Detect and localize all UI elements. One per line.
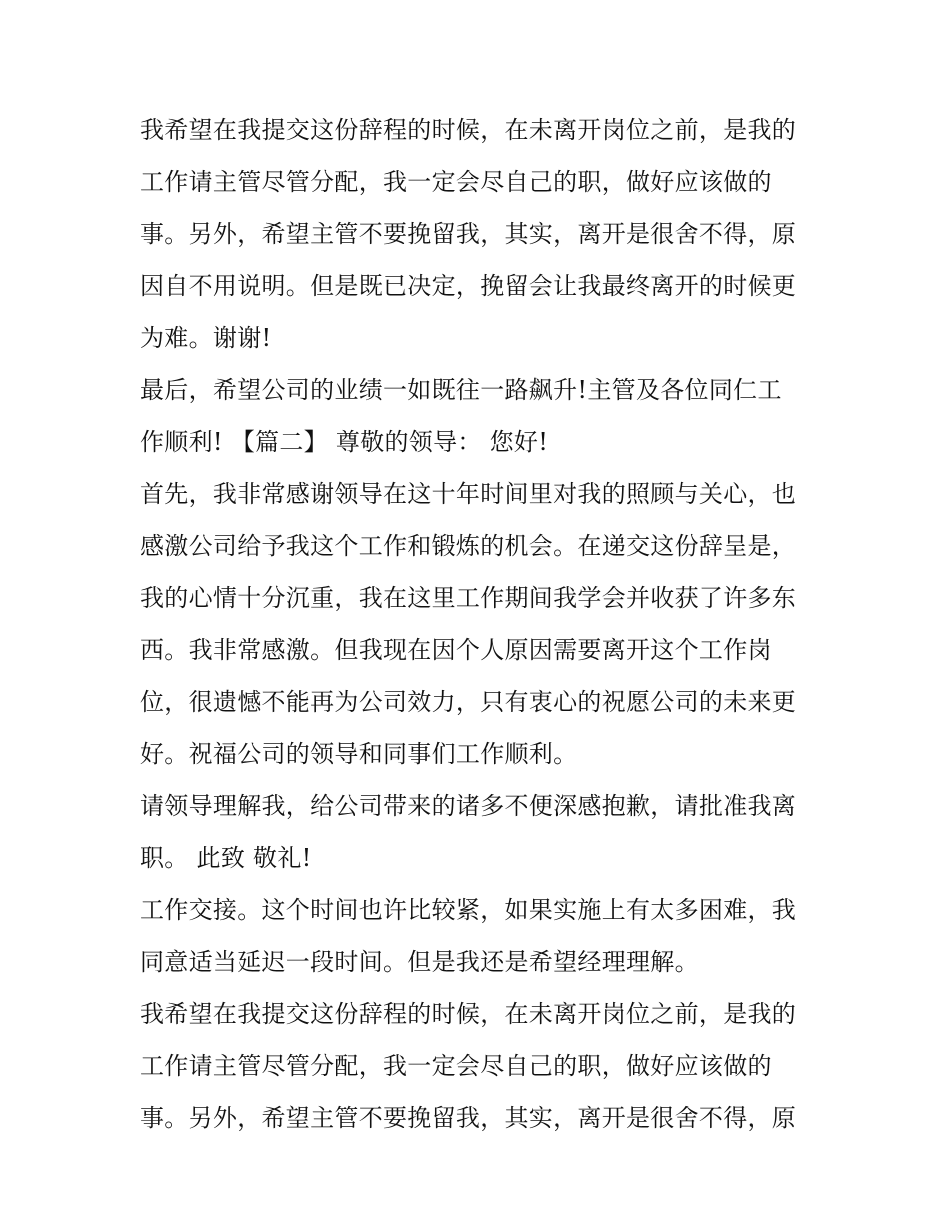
text-line: 事。另外，希望主管不要挽留我，其实，离开是很舍不得，原 — [140, 1104, 797, 1132]
text-line: 我希望在我提交这份辞程的时候，在未离开岗位之前，是我的 — [140, 1000, 797, 1028]
text-line: 作顺利! 【篇二】 尊敬的领导： 您好! — [140, 428, 549, 456]
text-line: 为难。谢谢! — [140, 324, 272, 352]
text-line: 事。另外，希望主管不要挽留我，其实，离开是很舍不得，原 — [140, 220, 797, 248]
text-line: 工作请主管尽管分配，我一定会尽自己的职，做好应该做的 — [140, 168, 772, 196]
text-line: 位，很遗憾不能再为公司效力，只有衷心的祝愿公司的未来更 — [140, 688, 797, 716]
text-line: 工作请主管尽管分配，我一定会尽自己的职，做好应该做的 — [140, 1052, 772, 1080]
text-line: 最后，希望公司的业绩一如既往一路飙升!主管及各位同仁工 — [140, 376, 782, 404]
text-line: 职。 此致 敬礼! — [140, 844, 312, 872]
document-body — [140, 104, 820, 1144]
text-line: 因自不用说明。但是既已决定，挽留会让我最终离开的时候更 — [140, 272, 797, 300]
text-line: 西。我非常感激。但我现在因个人原因需要离开这个工作岗 — [140, 636, 772, 664]
text-line: 同意适当延迟一段时间。但是我还是希望经理理解。 — [140, 948, 699, 976]
text-line: 首先，我非常感谢领导在这十年时间里对我的照顾与关心，也 — [140, 480, 797, 508]
text-line: 我希望在我提交这份辞程的时候，在未离开岗位之前，是我的 — [140, 116, 797, 144]
text-line: 工作交接。这个时间也许比较紧，如果实施上有太多困难，我 — [140, 896, 797, 924]
text-line: 感激公司给予我这个工作和锻炼的机会。在递交这份辞呈是， — [140, 532, 797, 560]
text-line: 请领导理解我，给公司带来的诸多不便深感抱歉，请批准我离 — [140, 792, 797, 820]
text-line: 我的心情十分沉重，我在这里工作期间我学会并收获了许多东 — [140, 584, 797, 612]
text-line: 好。祝福公司的领导和同事们工作顺利。 — [140, 740, 578, 768]
